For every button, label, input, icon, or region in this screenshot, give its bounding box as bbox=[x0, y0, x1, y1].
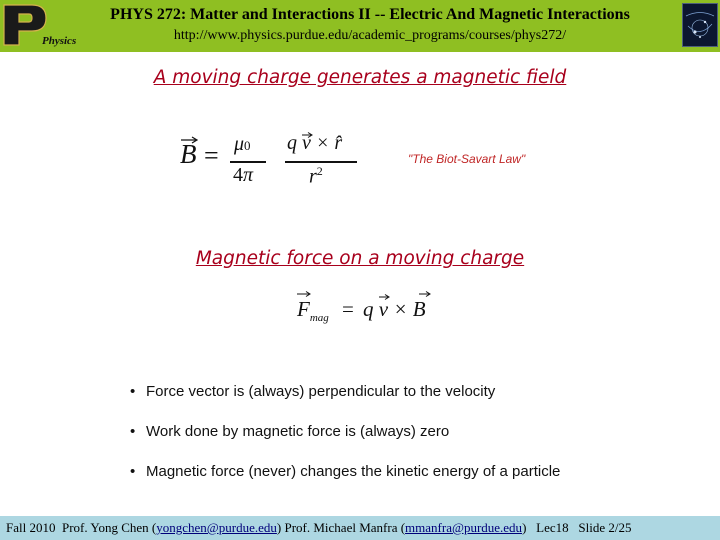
list-item bbox=[130, 382, 560, 402]
slide-header bbox=[0, 0, 720, 52]
footer-term: Fall 2010 bbox=[6, 520, 56, 535]
section-heading-magnetic-force: Magnetic force on a moving charge bbox=[195, 248, 525, 269]
vector-arrow-icon bbox=[301, 131, 313, 139]
email-link-yongchen[interactable]: yongchen@purdue.edu bbox=[156, 520, 277, 535]
course-title: PHYS 272: Matter and Interactions II -- Electric And Magnetic Interactions bbox=[110, 6, 630, 23]
slide-footer bbox=[0, 516, 720, 540]
property-bullet-list bbox=[130, 382, 560, 502]
vector-arrow-icon bbox=[418, 290, 432, 298]
vector-arrow-icon bbox=[378, 293, 390, 301]
lecture-number: Lec18 bbox=[536, 520, 569, 535]
bullet-text: Work done by magnetic force is (always) zero bbox=[146, 423, 450, 440]
vector-arrow-icon bbox=[180, 135, 200, 145]
email-link-mmanfra[interactable]: mmanfra@purdue.edu bbox=[405, 520, 523, 535]
bullet-text: Magnetic force (never) changes the kinetic energy of a particle bbox=[146, 463, 561, 480]
department-logo bbox=[682, 3, 718, 47]
bullet-icon: • bbox=[130, 463, 136, 480]
section-heading-magnetic-field: A moving charge generates a magnetic field bbox=[153, 67, 567, 88]
course-url[interactable]: http://www.physics.purdue.edu/academic_programs/courses/phys272/ bbox=[173, 28, 567, 43]
footer-prof1: Prof. Yong Chen ( bbox=[61, 520, 157, 535]
biot-savart-label: "The Biot-Savart Law" bbox=[408, 152, 526, 166]
list-item bbox=[130, 422, 560, 442]
list-item bbox=[130, 462, 560, 482]
footer-paren: ) bbox=[522, 520, 527, 535]
bullet-icon: • bbox=[130, 383, 136, 400]
bullet-icon: • bbox=[130, 423, 136, 440]
footer-prof2: ) Prof. Michael Manfra ( bbox=[276, 520, 406, 535]
fraction-bar bbox=[285, 161, 357, 163]
logo-physics-text: Physics bbox=[42, 35, 77, 47]
fraction-bar bbox=[230, 161, 266, 163]
slide-number: Slide 2/25 bbox=[578, 520, 632, 535]
bullet-text: Force vector is (always) perpendicular to the velocity bbox=[146, 383, 496, 400]
purdue-physics-logo bbox=[2, 3, 77, 47]
